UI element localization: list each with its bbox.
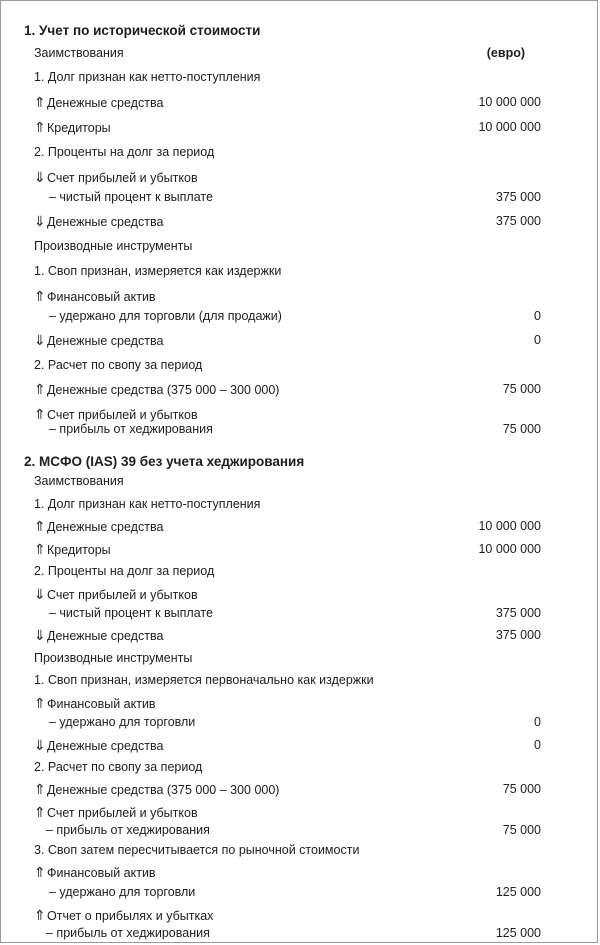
ledger-row-value: 375 000 — [495, 214, 541, 228]
arrow-up-icon: ⇑ — [34, 119, 46, 135]
ledger-row-text: Отчет о прибылях и убытках — [47, 909, 214, 923]
ledger-row-text: – чистый процент к выплате — [49, 606, 213, 620]
ledger-row-text: Финансовый актив — [47, 290, 156, 304]
ledger-row-label — [34, 170, 198, 186]
ledger-row-text: Денежные средства — [47, 629, 164, 643]
ledger-row-label — [49, 715, 195, 730]
ledger-row-text: – прибыль от хеджирования — [49, 422, 213, 436]
arrow-down-icon: ⇓ — [34, 627, 46, 643]
ledger-row-label — [34, 497, 260, 512]
ledger-row-text: Счет прибылей и убытков — [47, 806, 198, 820]
arrow-up-icon: ⇑ — [34, 695, 46, 711]
ledger-row-text: Денежные средства (375 000 – 300 000) — [47, 383, 280, 397]
arrow-up-icon: ⇑ — [34, 864, 46, 880]
ledger-row-label — [34, 239, 192, 254]
ledger-row-text: 1. Своп признан, измеряется как издержки — [34, 264, 282, 278]
ledger-row-label — [34, 289, 156, 305]
ledger-row-label — [34, 474, 124, 489]
ledger-row-label — [34, 587, 198, 603]
ledger-row-text: 1. Долг признан как нетто-поступления — [34, 70, 261, 84]
ledger-row-label — [34, 564, 214, 579]
ledger-row-label — [34, 358, 202, 373]
ledger-row-text: Финансовый актив — [47, 697, 156, 711]
arrow-up-icon: ⇑ — [34, 804, 46, 820]
ledger-row-label — [34, 46, 124, 61]
ledger-row-text: Денежные средства (375 000 – 300 000) — [47, 783, 280, 797]
arrow-up-icon: ⇑ — [34, 518, 46, 534]
ledger-row-value: 0 — [534, 309, 541, 323]
ledger-row-text: 2. Проценты на долг за период — [34, 564, 215, 578]
currency-label: (евро) — [486, 46, 525, 60]
ledger-row-text: 2. Расчет по свопу за период — [34, 358, 203, 372]
ledger-row-value: 125 000 — [495, 885, 541, 899]
ledger-row-label — [34, 865, 156, 881]
ledger-row-label — [34, 673, 374, 688]
ledger-row-text: Счет прибылей и убытков — [47, 588, 198, 602]
ledger-row-label — [34, 782, 279, 798]
ledger-row-value: 125 000 — [495, 926, 541, 940]
ledger-row-value: 375 000 — [495, 606, 541, 620]
ledger-row-text: Финансовый актив — [47, 866, 156, 880]
ledger-row-label — [34, 542, 111, 558]
ledger-row-text: Производные инструменты — [34, 651, 193, 665]
ledger-row-text: Заимствования — [34, 474, 124, 488]
ledger-row-text: Кредиторы — [47, 121, 111, 135]
ledger-row-text: – удержано для торговли (для продажи) — [49, 309, 282, 323]
ledger-row-label — [34, 214, 163, 230]
ledger-row-text: 1. Своп признан, измеряется первоначально как издержки — [34, 673, 374, 687]
ledger-row-label — [34, 696, 156, 712]
ledger-row-value: 375 000 — [495, 628, 541, 642]
ledger-row-value: 75 000 — [502, 382, 541, 396]
ledger-row-label — [49, 309, 282, 324]
ledger-row-label — [34, 628, 163, 644]
ledger-row-text: 3. Своп затем пересчитывается по рыночной стоимости — [34, 843, 360, 857]
ledger-row-label — [34, 519, 163, 535]
ledger-row-text: Денежные средства — [47, 96, 164, 110]
ledger-row-text: 2. Проценты на долг за период — [34, 145, 215, 159]
ledger-row-text: – прибыль от хеджирования — [46, 926, 210, 940]
ledger-row-label — [49, 606, 213, 621]
ledger-row-value: 10 000 000 — [478, 542, 541, 556]
ledger-row-text: 1. Долг признан как нетто-поступления — [34, 497, 261, 511]
ledger-row-value: 75 000 — [502, 422, 541, 436]
ledger-row-text: – удержано для торговли — [49, 885, 196, 899]
ledger-row-label — [34, 738, 163, 754]
arrow-up-icon: ⇑ — [34, 907, 46, 923]
ledger-row-text: Счет прибылей и убытков — [47, 171, 198, 185]
ledger-row-label — [34, 843, 359, 858]
ledger-row-text: – прибыль от хеджирования — [46, 823, 210, 837]
ledger-row-text: Счет прибылей и убытков — [47, 408, 198, 422]
ledger-row-text: Заимствования — [34, 46, 124, 60]
ledger-row-value: 75 000 — [502, 823, 541, 837]
arrow-down-icon: ⇓ — [34, 586, 46, 602]
ledger-row-label — [34, 407, 198, 423]
ledger-row-text: Производные инструменты — [34, 239, 193, 253]
ledger-row-value: 75 000 — [502, 782, 541, 796]
ledger-row-label — [49, 885, 195, 900]
ledger-row-label — [34, 382, 279, 398]
ledger-row-label — [34, 908, 213, 924]
ledger-row-text: Кредиторы — [47, 543, 111, 557]
ledger-row-label — [34, 95, 163, 111]
ledger-row-label — [34, 70, 260, 85]
arrow-up-icon: ⇑ — [34, 288, 46, 304]
arrow-up-icon: ⇑ — [34, 381, 46, 397]
ledger-row-text: – чистый процент к выплате — [49, 190, 213, 204]
ledger-row-label — [34, 651, 192, 666]
ledger-row-text: Денежные средства — [47, 334, 164, 348]
ledger-row-label — [34, 120, 111, 136]
ledger-row-label — [49, 422, 213, 437]
ledger-row-label — [34, 805, 198, 821]
arrow-up-icon: ⇑ — [34, 406, 46, 422]
ledger-row-value: 0 — [534, 333, 541, 347]
arrow-up-icon: ⇑ — [34, 94, 46, 110]
section-title-text: 1. Учет по исторической стоимости — [24, 23, 261, 38]
ledger-row-label — [34, 760, 202, 775]
ledger-row-value: 0 — [534, 715, 541, 729]
arrow-down-icon: ⇓ — [34, 213, 46, 229]
ledger-row-label — [49, 190, 213, 205]
arrow-down-icon: ⇓ — [34, 332, 46, 348]
ledger-row-label — [46, 926, 210, 941]
ledger-row-label — [34, 333, 163, 349]
ledger-row-value: 375 000 — [495, 190, 541, 204]
ledger-row-label — [46, 823, 210, 838]
ledger-row-value: 10 000 000 — [478, 120, 541, 134]
arrow-up-icon: ⇑ — [34, 781, 46, 797]
ledger-row-value: 0 — [534, 738, 541, 752]
ledger-row-text: Денежные средства — [47, 215, 164, 229]
ledger-row-text: – удержано для торговли — [49, 715, 196, 729]
arrow-down-icon: ⇓ — [34, 169, 46, 185]
section-title-text: 2. МСФО (IAS) 39 без учета хеджирования — [24, 454, 305, 469]
ledger-row-value: 10 000 000 — [478, 95, 541, 109]
arrow-down-icon: ⇓ — [34, 737, 46, 753]
ledger-row-value: 10 000 000 — [478, 519, 541, 533]
ledger-row-text: Денежные средства — [47, 520, 164, 534]
arrow-up-icon: ⇑ — [34, 541, 46, 557]
ledger-row-text: 2. Расчет по свопу за период — [34, 760, 203, 774]
ledger-row-text: Денежные средства — [47, 739, 164, 753]
ledger-row-label — [34, 264, 281, 279]
ledger-row-label — [34, 145, 214, 160]
